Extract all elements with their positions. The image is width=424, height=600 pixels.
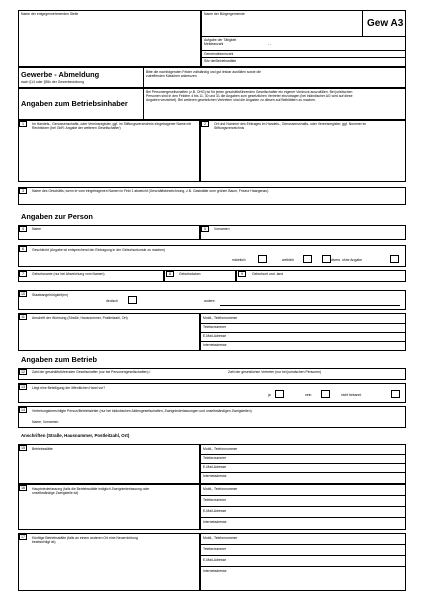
nationality-german-checkbox[interactable]: [128, 296, 137, 304]
gender-female-checkbox[interactable]: [303, 255, 312, 263]
field-11-number: 11: [19, 314, 27, 320]
field-6-number: 6: [19, 246, 27, 252]
gender-none-label: ohne Angabe: [342, 258, 362, 262]
section-owner-title: Angaben zum Betriebsinhaber: [21, 99, 128, 108]
field-17-contact[interactable]: [200, 533, 406, 591]
field-4-input[interactable]: [18, 225, 200, 240]
address-heading: Anschriften (Straße, Hausnummer, Postleitzahl, Ort): [21, 433, 130, 438]
section-business-title: Angaben zum Betrieb: [21, 355, 97, 364]
field-15-fax-label: Telefaxnummer: [203, 456, 227, 460]
field-16-number: 16: [21, 486, 25, 490]
gender-diverse-box[interactable]: [322, 255, 331, 263]
field-1-label: Im Handels-, Genossenschafts- oder Vereinsregister, ggf. im Stiftungsverzeichnis eingetragener Name mit Rechtsform (bei GbR: Angabe der weiteren Gesellschafter): [32, 122, 192, 131]
nationality-other-line[interactable]: [220, 305, 400, 306]
intro-hint: Bitte die nachfolgenden Felder vollständig und gut lesbar ausfüllen sowie die zutreffenden Kästchen ankreuzen: [146, 70, 261, 79]
field-12b-label: Zahl der gesetzlichen Vertreter (nur bei juristischen Personen): [228, 370, 322, 374]
gender-diverse-label: divers: [331, 258, 341, 262]
field-15-email-label: E-Mail-Adresse: [203, 465, 227, 469]
field-2-number: 2: [201, 121, 209, 127]
field-14-label: Vertretungsberechtigte Person/Betriebsleiter (nur bei inländischen Aktiengesellschaften, Zweigniederlassungen und unselbständigen Zweigstellen): [32, 409, 252, 413]
authority-field[interactable]: [18, 10, 201, 67]
field-17-label: Künftige Betriebsstätte (falls an einem anderen Ort eine Neuerrichtung beabsichtigt ist): [32, 536, 138, 545]
field-3-number: 3: [19, 188, 27, 194]
field-5-label: Vornamen: [214, 227, 230, 231]
field-3-label: Name des Geschäfts, wenn er vom eingetragenen Namen in Feld 1 abweicht (Geschäftsbezeichnung, z.B. Gaststätte zum grünen Baum, Friseur Haargenau): [32, 189, 269, 193]
field-13-number: 13: [21, 385, 25, 389]
field-8-label: Geburtsdatum: [179, 272, 201, 276]
form-subtitle: nach §14 oder §55c der Gewerbeordnung: [21, 80, 84, 84]
field-12-label: Zahl der geschäftsführenden Gesellschafter (nur bei Personengesellschaften) /: [32, 370, 151, 374]
gender-female-label: weiblich: [282, 258, 295, 262]
field-17-number: 17: [21, 535, 25, 539]
field-17-mobile-label: Mobil-, Telefonnummer: [203, 536, 238, 540]
field-16-web-label: Internetadresse: [203, 520, 227, 524]
meldeanzahl-value: - -: [268, 42, 272, 46]
field-15-mobile-label: Mobil-, Telefonnummer: [203, 447, 238, 451]
field-14-number: 14: [21, 408, 25, 412]
field-16-label: Hauptniederlassung (falls die Betriebsstätte lediglich Zweigniederlassung oder unselbständige Zweigstelle ist): [32, 487, 150, 496]
activity-label: Aufgabe der Tätigkeit: [204, 38, 237, 42]
public-unknown-label: nicht bekannt: [341, 393, 362, 397]
field-17-email-label: E-Mail-Adresse: [203, 558, 227, 562]
meldeanzahl-label: Meldeanzahl: [204, 42, 224, 46]
gender-male-label: männlich: [232, 258, 246, 262]
nationality-german-label: deutsch: [106, 299, 118, 303]
field-12-number: 12: [21, 370, 25, 374]
field-9-number: 9: [238, 271, 246, 277]
field-5-number: 5: [201, 226, 209, 232]
section-person-title: Angaben zur Person: [21, 212, 93, 221]
form-code: Gew A3: [367, 18, 404, 29]
field-16-fax-label: Telefaxnummer: [203, 498, 227, 502]
field-4-label: Name: [32, 227, 42, 231]
public-yes-checkbox[interactable]: [275, 390, 284, 398]
field-10-number: 10: [21, 292, 25, 296]
municipality-label: Name der Bürgergemeinde: [204, 12, 245, 16]
field-11-email-label: E-Mail-Adresse: [203, 334, 227, 338]
field-16-email-label: E-Mail-Adresse: [203, 509, 227, 513]
field-17-fax-label: Telefaxnummer: [203, 547, 227, 551]
field-15-web-label: Internetadresse: [203, 474, 227, 478]
public-unknown-checkbox[interactable]: [391, 390, 400, 398]
field-1-number: 1: [19, 121, 27, 127]
field-15-number: 15: [21, 446, 25, 450]
owner-note: Bei Personengesellschaften (z.B. OHG) ist für jeden geschäftsführenden Gesellschafter ein eigener Vordruck auszufüllen. Bei juristischen Personen sind in den Feldern 4 bis 11, 30 und 31 die Angaben zum gesetzlichen Vertreter einzutragen (bei inländischer AG wird auf diese Angaben verzichtet). Bei weiteren gesetzlichen Vertretern sind die Angaben zu diesen auf Beiblättern zu machen.: [146, 90, 353, 103]
authority-label: Name der entgegennehmenden Stelle: [21, 12, 79, 16]
field-7-label: Geburtsname (nur bei Abweichung vom Namen): [32, 272, 105, 276]
gender-none-checkbox[interactable]: [390, 255, 399, 263]
field-17-web-label: Internetadresse: [203, 569, 227, 573]
field-9-label: Geburtsort und -land: [252, 272, 284, 276]
field-13-label: Liegt eine Beteiligung der öffentlichen Hand vor?: [32, 386, 106, 390]
field-11-label: Anschrift der Wohnung (Straße, Hausnummer, Postleitzahl, Ort): [32, 316, 128, 320]
public-no-checkbox[interactable]: [321, 390, 330, 398]
field-7-number: 7: [19, 271, 27, 277]
field-5-input[interactable]: [200, 225, 406, 240]
field-2-label: Ort und Nummer des Eintrages im Handels-, Genossenschafts- oder Vereinsregister, ggf. Nummer im Stiftungsverzeichnis: [214, 122, 367, 131]
field-14-sub-label: Name, Vornamen: [32, 420, 59, 424]
nationality-other-label: andere:: [204, 299, 216, 303]
field-8-number: 8: [166, 271, 174, 277]
field-11-fax-label: Telefaxnummer: [203, 325, 227, 329]
field-11-web-label: Internetadresse: [203, 343, 227, 347]
public-no-label: nein: [305, 393, 312, 397]
field-15-label: Betriebsstätte: [32, 447, 53, 451]
sitz-label: Sitz derBetriebsstätte: [204, 59, 237, 63]
form-title: Gewerbe - Abmeldung: [21, 70, 100, 79]
field-10-label: Staatsangehörigkeit(en): [32, 293, 69, 297]
field-6-label: Geschlecht (Angabe ist entsprechend der Eintragung in der Geburtsurkunde zu machen): [32, 248, 166, 252]
field-16-mobile-label: Mobil-, Telefonnummer: [203, 487, 238, 491]
field-11-mobile-label: Mobil-, Telefonnummer: [203, 316, 238, 320]
gender-male-checkbox[interactable]: [258, 255, 267, 263]
gemeinde-label: Gemeindekennzahl: [204, 52, 234, 56]
field-4-number: 4: [19, 226, 27, 232]
public-yes-label: ja: [268, 393, 271, 397]
